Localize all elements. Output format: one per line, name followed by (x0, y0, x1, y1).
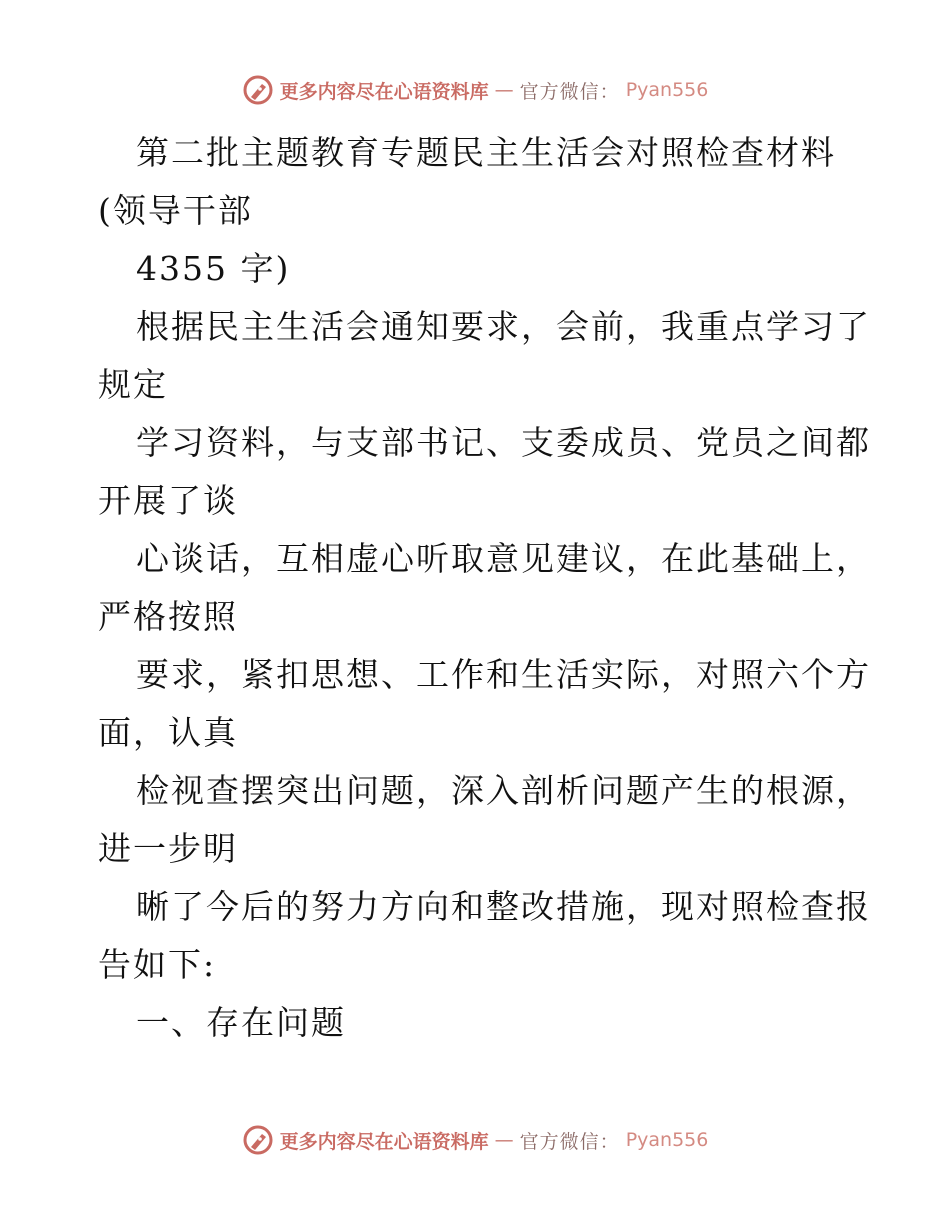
paragraph-line: 进一步明 (98, 829, 238, 868)
footer-watermark (0, 1124, 950, 1156)
paragraph-line: 面，认真 (98, 713, 238, 752)
watermark-separator: — (494, 1129, 514, 1151)
paragraph-line: 开展了谈 (98, 481, 238, 520)
watermark-wechat-id: Pyan556 (625, 79, 709, 101)
paragraph-line: 告如下: (98, 945, 217, 984)
paragraph-line: 心谈话，互相虚心听取意见建议，在此基础上， (136, 539, 871, 578)
watermark-brand: 更多内容尽在心语资料库 (279, 1130, 489, 1153)
watermark-brand: 更多内容尽在心语资料库 (279, 80, 489, 103)
document-title: 第二批主题教育专题民主生活会对照检查材料 (136, 133, 836, 172)
paragraph-line: 根据民主生活会通知要求，会前，我重点学习了 (136, 307, 871, 346)
pen-nib-logo-icon (242, 74, 274, 106)
paragraph-line: 晰了今后的努力方向和整改措施，现对照检查报 (136, 887, 871, 926)
watermark-wechat-id: Pyan556 (625, 1129, 709, 1151)
watermark-label: 官方微信： (519, 1130, 620, 1153)
watermark-label: 官方微信： (519, 80, 620, 103)
paragraph-line: 规定 (98, 365, 168, 404)
paragraph-line: 学习资料，与支部书记、支委成员、党员之间都 (136, 423, 871, 462)
watermark-separator: — (494, 79, 514, 101)
paragraph-line: 严格按照 (98, 597, 238, 636)
document-word-count: 4355 字) (136, 249, 291, 288)
paragraph-line: 检视查摆突出问题，深入剖析问题产生的根源， (136, 771, 871, 810)
section-heading: 一、存在问题 (136, 1003, 346, 1042)
document-title-subtitle: (领导干部 (98, 191, 253, 230)
pen-nib-logo-icon (242, 1124, 274, 1156)
header-watermark (0, 74, 950, 106)
paragraph-line: 要求，紧扣思想、工作和生活实际，对照六个方 (136, 655, 871, 694)
document-body (98, 124, 871, 1052)
